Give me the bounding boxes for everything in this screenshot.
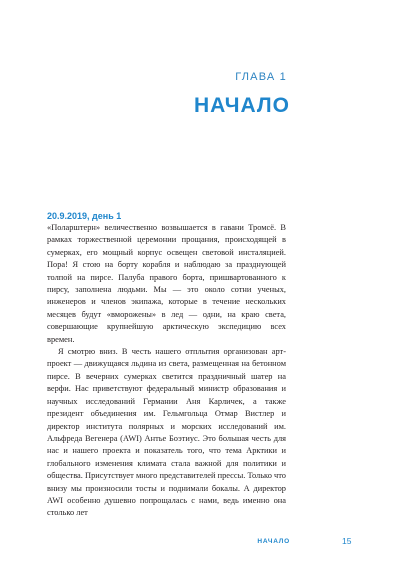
chapter-title: НАЧАЛО (194, 94, 290, 117)
paragraph: Я смотрю вниз. В честь нашего отплытия организован арт-проект — движущаяся льдина из света, размещенная на бетонном пирсе. В вечерних сумерках светится праздничный шатер на верфи. Нас приветствуют федеральный министр образования и научных исследований Германии Аня Карличек, а также президент объединения им. Гельмгольца Отмар Вистлер и директор института полярных и морских исследований им. Альфреда Вегенера (AWI) Антье Боэтиус. Это большая честь для нас и нашего проекта и показатель того, что тема Арктики и глобального изменения климата стала важной для политики и общества. Присутствует много представителей прессы. Только что внизу мы произносили тосты и поднимали бокалы. А директор AWI особенно душевно попрощалась с нами, ведь именно она столько лет (47, 347, 286, 518)
running-footer: НАЧАЛО (257, 538, 290, 545)
entry-date: 20.9.2019, день 1 (47, 211, 122, 221)
page-number: 15 (342, 536, 352, 546)
chapter-label: ГЛАВА 1 (235, 71, 287, 83)
paragraph: «Поларштерн» величественно возвышается в гавани Тромсё. В рамках торжественной церемонии прощания, происходящей в сумерках, его мощный корпус освещен световой инсталяцией. Пора! Я стою на борту корабля и наблюдаю за празднующей толпой на пирсе. Палуба правого борта, пришвартованного к пирсу, заполнена людьми. Мы — это около сотни ученых, инженеров и членов экипажа, которые в течение нескольких месяцев будут «вморожены» в лед — одни, на краю света, совершающие крупнейшую арктическую экспедицию всех времен. (47, 223, 286, 344)
body-text (47, 222, 286, 520)
